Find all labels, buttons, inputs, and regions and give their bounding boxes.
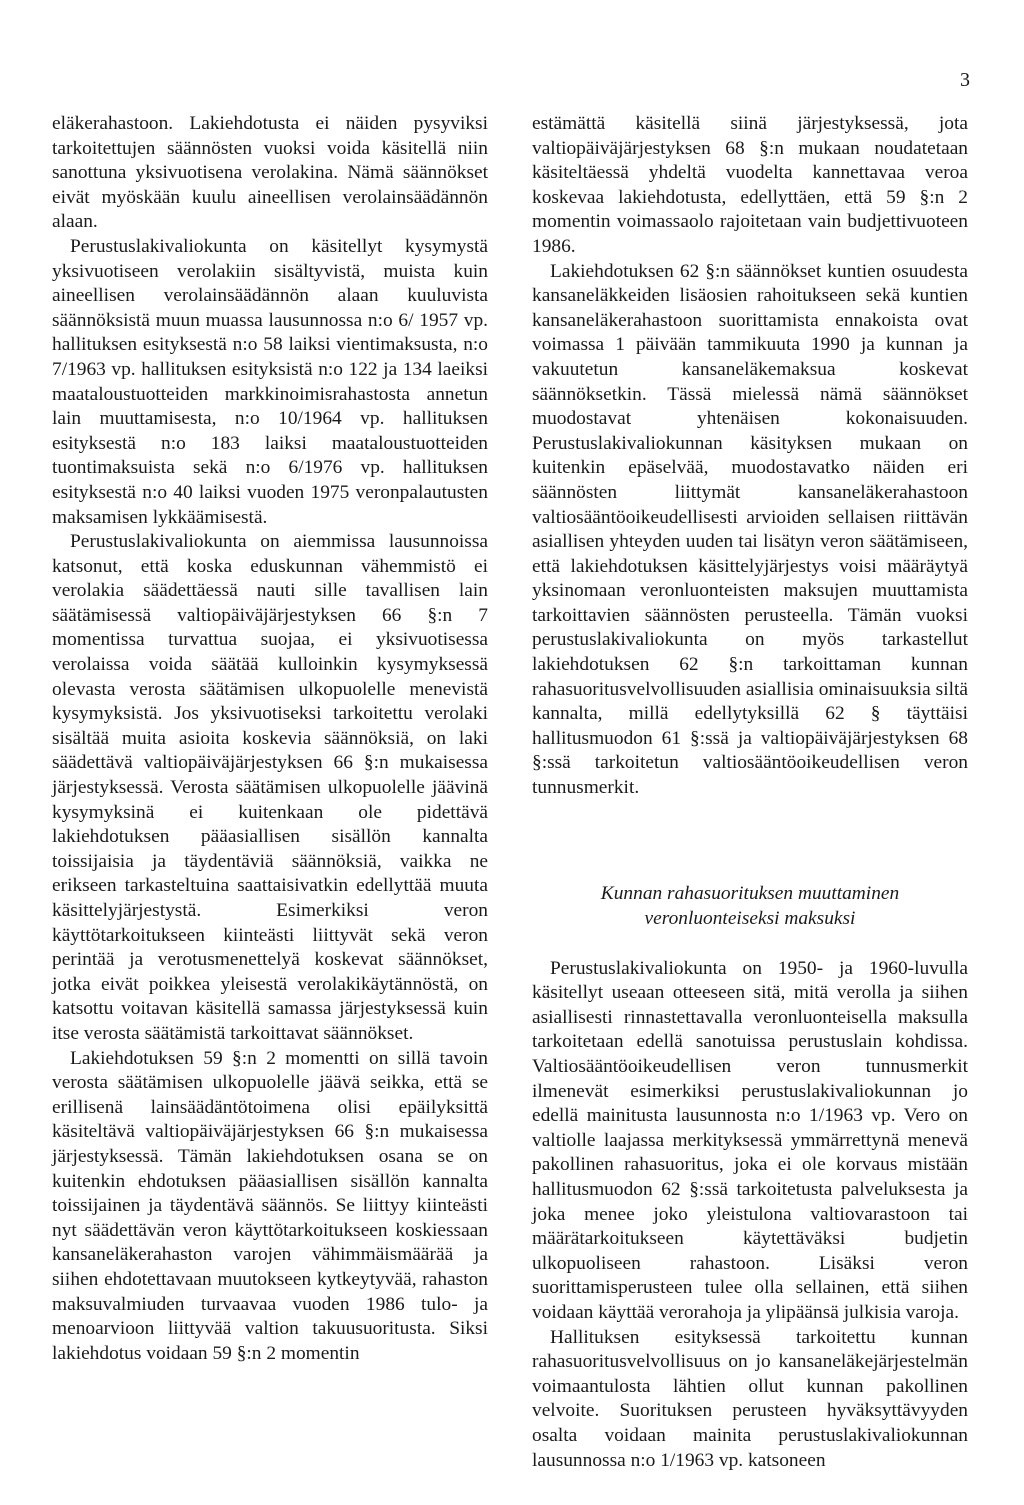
paragraph: Perustuslakivaliokunta on 1950- ja 1960-luvulla käsitellyt useaan otteeseen sitä, mitä verolla ja siihen asiallisesti rinnastettavalla veronluonteisella maksulla tarkoitetaan edellä sanotuissa perustuslain kohdissa. Valtiosääntöoikeudellisen veron tunnusmerkit ilmenevät esimerkiksi perustuslakivaliokunnan jo edellä mainitusta lausunnosta n:o 1/1963 vp. Vero on valtiolle laajassa merkityksessä ymmärrettynä menevä pakollinen rahasuoritus, joka ei ole korvaus mistään hallitusmuodon 62 §:ssä tarkoitetusta palveluksesta ja joka menee joko yleistulona valtiovarastoon tai määrätarkoitukseen käytettäväksi budjetin ulkopuoliseen rahastoon. Lisäksi veron suorittamisperusteen tulee olla sellainen, että siihen voidaan käyttää verorahoja ja ylipäänsä julkisia varoja. — [532, 957, 968, 1323]
paragraph: Perustuslakivaliokunta on käsitellyt kysymystä yksivuotiseen verolakiin sisältyvistä, muista kuin aineellisen verolainsäädännön alaan kuuluvista säännöksistä muun muassa lausunnossa n:o 6/ 1957 vp. hallituksen esityksestä n:o 58 laiksi vientimaksusta, n:o 7/1963 vp. hallituksen esityksistä n:o 122 ja 134 laeiksi maataloustuotteiden markkinoimisrahastosta annetun lain muuttamisesta, n:o 10/1964 vp. hallituksen esityksestä n:o 183 laiksi maataloustuotteiden tuontimaksuista sekä n:o 6/1976 vp. hallituksen esityksestä n:o 40 laiksi vuoden 1975 veronpalautusten maksamisen lykkäämisestä. — [52, 235, 488, 528]
left-column — [52, 112, 488, 1366]
section-heading-line: veronluonteiseksi maksuksi — [644, 907, 856, 929]
right-column — [532, 112, 968, 1473]
paragraph: Lakiehdotuksen 62 §:n säännökset kuntien osuudesta kansaneläkkeiden lisäosien rahoitukseen sekä kuntien kansaneläkerahastoon suorittamista ennakoista ovat voimassa 1 päivään tammikuuta 1990 ja kunnan ja vakuutetun kansaneläkemaksua koskevat säännöksetkin. Tässä mielessä nämä säännökset muodostavat yhtenäisen kokonaisuuden. Perustuslakivaliokunnan käsityksen mukaan on kuitenkin epäselvää, muodostavatko näiden eri säännösten liittymät kansaneläkerahastoon valtiosääntöoikeudellisesti arvioiden sellaisen riittävän asiallisen yhteyden uuden tai lisätyn veron säätämiseen, että lakiehdotuksen käsittelyjärjestys voisi määräytyä yksinomaan veronluonteisten maksujen muuttamista tarkoittavien säännösten perusteella. Tämän vuoksi perustuslakivaliokunta on myös tarkastellut lakiehdotuksen 62 §:n tarkoittaman kunnan rahasuoritusvelvollisuuden asiallisia ominaisuuksia siltä kannalta, millä edellytyksillä 62 § täyttäisi hallitusmuodon 61 §:ssä ja valtiopäiväjärjestyksen 68 §:ssä tarkoitetun valtiosääntöoikeudellisen veron tunnusmerkit. — [532, 260, 968, 799]
paragraph: estämättä käsitellä siinä järjestyksessä, jota valtiopäiväjärjestyksen 68 §:n mukaan noudatetaan käsiteltäessä yhdeltä vuodelta kannettavaa veroa koskevaa lakiehdotusta, edellyttäen, että 59 §:n 2 momentin voimassaolo rajoitetaan vain budjettivuoteen 1986. — [532, 113, 968, 257]
section-heading-line: Kunnan rahasuorituksen muuttaminen — [600, 882, 900, 904]
page-number: 3 — [960, 69, 970, 91]
section-heading — [532, 881, 968, 931]
paragraph: Lakiehdotuksen 59 §:n 2 momentti on sillä tavoin verosta säätämisen ulkopuolelle jäävä seikka, että se erillisenä lainsäädäntötoimena olisi epäilyksittä käsiteltävä valtiopäiväjärjestyksen 66 §:n mukaisessa järjestyksessä. Tämän lakiehdotuksen osana se on kuitenkin ehdotuksen pääasiallisen sisällön kannalta toissijainen ja täydentävä säännös. Se liittyy kiinteästi nyt säädettävän veron käyttötarkoitukseen koskiessaan kansaneläkerahaston varojen vähimmäismäärää ja siihen ehdotettavaan muutokseen kytkeytyvää, rahaston maksuvalmiuden turvaavaa vuoden 1986 tulo- ja menoarvioon liittyvää valtion takuusuoritusta. Siksi lakiehdotus voidaan 59 §:n 2 momentin — [52, 1047, 488, 1364]
paragraph: Hallituksen esityksessä tarkoitettu kunnan rahasuoritusvelvollisuus on jo kansaneläkejärjestelmän voimaantulosta lähtien ollut kunnan pakollinen velvoite. Suorituksen perusteen hyväksyttävyyden osalta voidaan mainita perustuslakivaliokunnan lausunnossa n:o 1/1963 vp. katsoneen — [532, 1326, 968, 1471]
paragraph: Perustuslakivaliokunta on aiemmissa lausunnoissa katsonut, että koska eduskunnan vähemmistö ei verolakia säädettäessä nauti sille tavallisen lain säätämisessä valtiopäiväjärjestyksen 66 §:n 7 momentissa turvattua suojaa, ei yksivuotisessa verolaissa voida säätää kulloinkin kysymyksessä olevasta verosta säätämisen ulkopuolelle menevistä kysymyksistä. Jos yksivuotiseksi tarkoitettu verolaki sisältää muita asioita koskevia säännöksiä, on laki säädettävä valtiopäiväjärjestyksen 66 §:n mukaisessa järjestyksessä. Verosta säätämisen ulkopuolelle jäävinä kysymyksinä ei kuitenkaan ole pidettävä lakiehdotuksen pääasiallisen sisällön kannalta toissijaisia ja täydentäviä säännöksiä, vaikka ne erikseen tarkasteltuina saattaisivatkin edellyttää muuta käsittelyjärjestystä. Esimerkiksi veron käyttötarkoitukseen kiinteästi liittyvät sekä veron perintää ja verotusmenettelyä koskevat säännökset, jotka eivät poikkea yleisestä verolakikäytännöstä, on katsottu voitavan käsitellä samassa järjestyksessä kuin itse verosta säätämistä tarkoittavat säännökset. — [52, 531, 488, 1044]
paragraph: eläkerahastoon. Lakiehdotusta ei näiden pysyviksi tarkoitettujen säännösten vuoksi voida käsitellä niin sanottuna yksivuotisena verolakina. Nämä säännökset eivät myöskään kuulu aineellisen verolainsäädännön alaan. — [52, 113, 488, 233]
